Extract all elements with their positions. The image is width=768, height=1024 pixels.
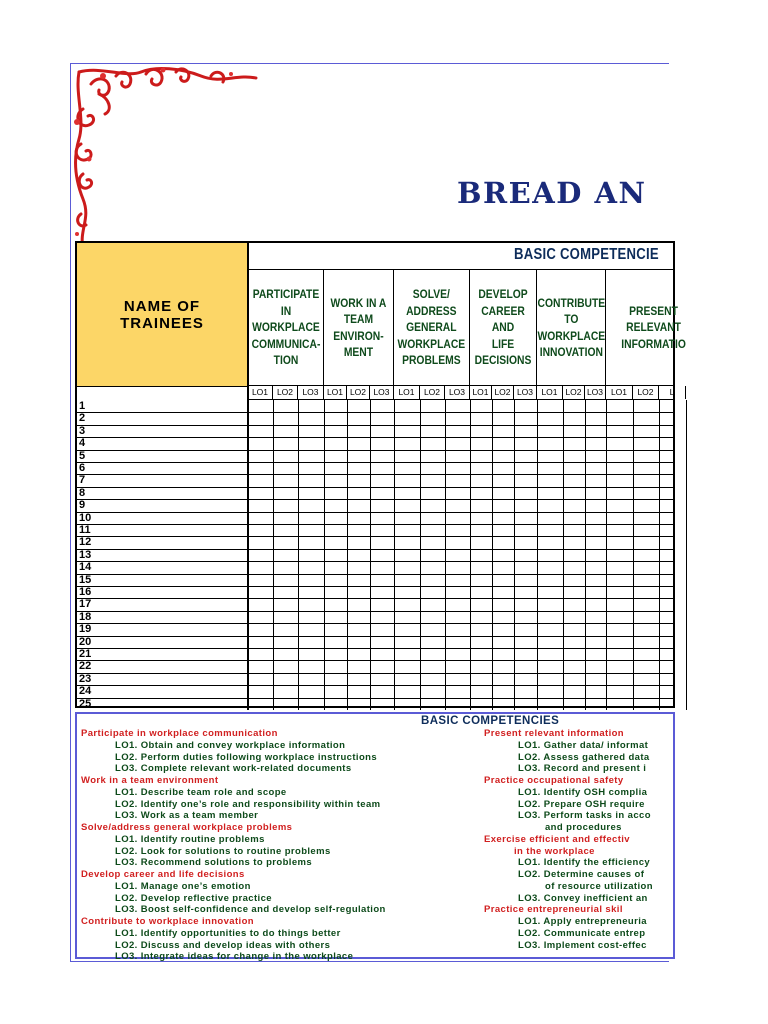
row-number: 22 (79, 660, 92, 673)
competency-heading: Practice occupational safety (484, 775, 624, 786)
competency-label: DEVELOP CAREER AND LIFE DECISIONS (474, 287, 532, 368)
row-number: 8 (79, 486, 86, 499)
row-divider (77, 474, 673, 475)
row-number: 1 (79, 400, 86, 412)
competency-header-2 (324, 270, 394, 385)
lo-header-cell: LO3 (514, 386, 537, 399)
learning-outcome-text: LO3. Integrate ideas for change in the workplace (115, 951, 354, 963)
lo-header-cell: LO1 (470, 386, 492, 399)
lo-header-cell: LO1 (324, 386, 347, 399)
corner-ornament-icon (71, 64, 271, 254)
lo-header-cell: LO1 (394, 386, 420, 399)
column-divider (537, 400, 538, 710)
learning-outcome-text: LO1. Identify routine problems (115, 833, 265, 845)
competency-header-4 (470, 270, 537, 385)
competency-heading: Present relevant information (484, 728, 625, 739)
column-divider (585, 400, 586, 710)
row-divider (77, 549, 673, 550)
lo-header-cell: LO3 (585, 386, 606, 399)
learning-outcome-text: LO3. Work as a team member (115, 810, 259, 822)
document-title: BREAD AN (457, 176, 647, 210)
competency-header-3 (394, 270, 470, 385)
column-divider (633, 400, 634, 710)
row-divider (77, 487, 673, 488)
lo-header-cell: L (659, 386, 686, 399)
basic-header-label: BASIC COMPETENCIE (514, 246, 659, 263)
column-divider (298, 400, 299, 710)
competency-heading: Contribute to workplace innovation (81, 916, 254, 927)
competency-heading: Develop career and life decisions (81, 869, 245, 880)
name-of-trainees-header (77, 243, 249, 387)
learning-outcome-text: LO3. Complete relevant work-related documents (115, 763, 352, 775)
row-divider (77, 524, 673, 525)
row-divider (77, 685, 673, 686)
learning-outcome-text: LO1. Describe team role and scope (115, 786, 287, 798)
learning-outcome-text: LO1. Identify the efficiency (518, 857, 651, 869)
competency-label: SOLVE/ ADDRESS GENERAL WORKPLACE PROBLEMS (397, 287, 466, 368)
column-divider (347, 400, 348, 710)
column-divider (324, 400, 325, 710)
row-divider (77, 499, 673, 500)
row-number: 17 (79, 598, 92, 611)
column-divider (563, 400, 564, 710)
learning-outcome-text: LO2. Identify one’s role and responsibility within team (115, 798, 381, 810)
name-header-label: NAME OF TRAINEES (120, 297, 204, 332)
column-divider (686, 400, 687, 710)
competency-heading: Solve/address general workplace problems (81, 822, 293, 833)
lo-header-cell: LO3 (298, 386, 324, 399)
column-divider (606, 400, 607, 710)
gradebook-table (75, 241, 686, 710)
competency-reference-box (75, 712, 675, 963)
row-number: 14 (79, 561, 92, 574)
competency-header-5 (537, 270, 606, 385)
lo-header-cell: LO2 (633, 386, 659, 399)
lo-header-cell: LO1 (537, 386, 563, 399)
column-divider (514, 400, 515, 710)
reference-title: BASIC COMPETENCIES (421, 715, 560, 727)
column-divider (659, 400, 660, 710)
row-number: 18 (79, 610, 92, 623)
row-divider (77, 673, 673, 674)
row-divider (77, 512, 673, 513)
row-divider (77, 636, 673, 637)
row-divider (77, 425, 673, 426)
row-number: 25 (79, 697, 92, 710)
spreadsheet-page (70, 63, 686, 963)
lo-header-cell: LO3 (445, 386, 470, 399)
learning-outcome-text: LO2. Assess gathered data (518, 751, 650, 763)
row-divider (77, 586, 673, 587)
lo-header-cell: LO2 (273, 386, 298, 399)
competency-label: PRESENT RELEVANT INFORMATIO (621, 303, 686, 351)
row-divider (77, 598, 673, 599)
learning-outcome-text: LO3. Perform tasks in acco (518, 810, 651, 822)
lo-header-cell: LO1 (248, 386, 273, 399)
lo-header-cell: LO3 (370, 386, 394, 399)
learning-outcome-text: LO3. Recommend solutions to problems (115, 857, 313, 869)
row-divider (77, 536, 673, 537)
competency-heading: Work in a team environment (81, 775, 219, 786)
learning-outcome-text: of resource utilization (545, 880, 653, 892)
row-number: 7 (79, 474, 86, 487)
column-divider (420, 400, 421, 710)
column-divider (470, 400, 471, 710)
row-number: 13 (79, 548, 92, 561)
learning-outcome-text: in the workplace (514, 845, 595, 857)
column-divider (273, 400, 274, 710)
row-number: 23 (79, 672, 92, 685)
row-number: 4 (79, 437, 86, 450)
row-number: 12 (79, 536, 92, 549)
lo-header-cell: LO1 (606, 386, 633, 399)
learning-outcome-row (248, 385, 673, 400)
learning-outcome-text: LO1. Gather data/ informat (518, 739, 649, 751)
row-divider (77, 611, 673, 612)
row-number: 6 (79, 462, 86, 474)
learning-outcome-text: LO2. Perform duties following workplace instructions (115, 751, 378, 763)
row-divider (77, 412, 673, 413)
learning-outcome-text: LO1. Identify opportunities to do things better (115, 927, 341, 939)
column-divider (394, 400, 395, 710)
competency-heading: Exercise efficient and effectiv (484, 833, 630, 845)
row-number: 15 (79, 573, 92, 586)
row-divider (77, 623, 673, 624)
learning-outcome-text: LO3. Convey inefficient an (518, 892, 648, 904)
competency-heading: Participate in workplace communication (81, 728, 278, 739)
column-divider (445, 400, 446, 710)
learning-outcome-text: and procedures (545, 822, 622, 833)
learning-outcome-text: LO2. Discuss and develop ideas with others (115, 939, 331, 951)
lo-header-cell: LO2 (563, 386, 585, 399)
learning-outcome-text: LO2. Communicate entrep (518, 927, 646, 939)
basic-competencies-header (248, 243, 673, 270)
row-divider (77, 437, 673, 438)
lo-header-cell: LO2 (492, 386, 514, 399)
row-divider (77, 698, 673, 699)
row-number: 21 (79, 648, 92, 660)
learning-outcome-text: LO2. Prepare OSH require (518, 798, 645, 810)
competency-label: WORK IN A TEAM ENVIRON- MENT (330, 295, 387, 359)
competency-header-6 (606, 270, 686, 385)
row-number: 20 (79, 635, 92, 648)
column-divider (492, 400, 493, 710)
row-number: 2 (79, 412, 86, 425)
competency-label: PARTICIPATE IN WORKPLACE COMMUNICA- TION (251, 287, 320, 368)
row-number: 10 (79, 511, 92, 524)
row-divider (77, 450, 673, 451)
competency-heading: Practice entrepreneurial skil (484, 904, 623, 916)
competency-label: CONTRIBUTE TO WORKPLACE INNOVATION (537, 295, 605, 359)
learning-outcome-text: LO1. Identify OSH complia (518, 786, 648, 798)
learning-outcome-text: LO3. Boost self-confidence and develop self-regulation (115, 904, 386, 916)
row-number: 19 (79, 623, 92, 636)
row-number: 24 (79, 685, 92, 698)
lo-header-cell: LO2 (420, 386, 445, 399)
row-number: 5 (79, 449, 86, 462)
learning-outcome-text: LO3. Implement cost-effec (518, 939, 647, 951)
row-divider (77, 648, 673, 649)
row-number: 9 (79, 499, 86, 512)
row-number: 16 (79, 586, 92, 598)
row-number: 3 (79, 424, 86, 437)
learning-outcome-text: LO2. Look for solutions to routine problems (115, 845, 331, 857)
row-divider (77, 561, 673, 562)
learning-outcome-text: LO2. Develop reflective practice (115, 892, 272, 904)
learning-outcome-text: LO1. Apply entrepreneuria (518, 916, 647, 927)
row-number: 11 (79, 524, 91, 536)
row-divider (77, 660, 673, 661)
row-divider (77, 462, 673, 463)
column-divider (370, 400, 371, 710)
learning-outcome-text: LO1. Manage one’s emotion (115, 880, 251, 892)
lo-header-cell: LO2 (347, 386, 370, 399)
learning-outcome-text: LO1. Obtain and convey workplace information (115, 739, 346, 751)
row-divider (77, 574, 673, 575)
name-column-divider (247, 386, 249, 710)
competency-header-1 (248, 270, 324, 385)
learning-outcome-text: LO3. Record and present i (518, 763, 647, 775)
learning-outcome-text: LO2. Determine causes of (518, 869, 645, 880)
